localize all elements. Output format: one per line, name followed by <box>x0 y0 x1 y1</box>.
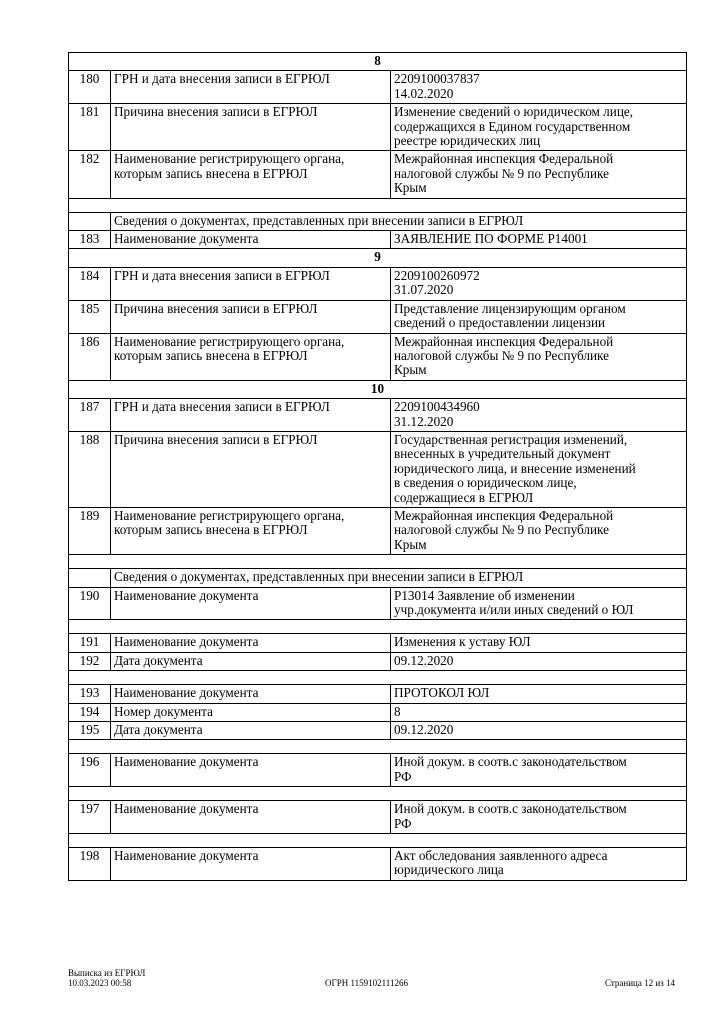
field-name <box>111 267 391 300</box>
field-value <box>391 703 687 721</box>
field-value <box>391 267 687 300</box>
field-value-line: 31.12.2020 <box>394 413 454 429</box>
field-name-line: Дата документа <box>114 722 203 738</box>
field-name-line: ГРН и дата внесения записи в ЕГРЮЛ <box>114 399 330 415</box>
field-value-line: Межрайонная инспекция Федеральной <box>394 151 614 167</box>
field-value <box>391 587 687 620</box>
field-name <box>111 652 391 670</box>
field-value-line: 09.12.2020 <box>394 652 454 668</box>
documents-header-row <box>69 212 687 230</box>
field-value-line: 31.07.2020 <box>394 282 454 298</box>
field-name <box>111 151 391 198</box>
field-value-line: 2209100260972 <box>394 267 480 283</box>
spacer-row <box>69 620 687 634</box>
field-value-line: ПРОТОКОЛ ЮЛ <box>394 685 490 701</box>
table-row <box>69 507 687 554</box>
field-name <box>111 848 391 881</box>
table-row <box>69 231 687 249</box>
row-number: 195 <box>69 722 111 740</box>
table-row <box>69 431 687 507</box>
table-row <box>69 399 687 432</box>
field-value-line: Межрайонная инспекция Федеральной <box>394 507 614 523</box>
field-name-line: Наименование регистрирующего органа, <box>114 507 345 523</box>
field-name <box>111 634 391 652</box>
field-name <box>111 722 391 740</box>
field-value-line: Государственная регистрация изменений, <box>394 431 628 447</box>
field-value-line: Р13014 Заявление об изменении <box>394 587 575 603</box>
field-name <box>111 685 391 703</box>
row-number: 190 <box>69 587 111 620</box>
field-value-line: юридического лица, и внесение изменений <box>394 460 636 476</box>
field-value-line: в сведения о юридическом лице, <box>394 475 577 491</box>
field-value <box>391 848 687 881</box>
field-name-line: которым запись внесена в ЕГРЮЛ <box>114 165 308 181</box>
row-number: 197 <box>69 801 111 834</box>
section-header-row <box>69 249 687 267</box>
field-value-line: Представление лицензирующим органом <box>394 300 626 316</box>
field-name-line: ГРН и дата внесения записи в ЕГРЮЛ <box>114 267 330 283</box>
row-number: 186 <box>69 333 111 380</box>
field-value <box>391 801 687 834</box>
section-number: 10 <box>69 380 687 398</box>
spacer-row <box>69 671 687 685</box>
field-value <box>391 634 687 652</box>
table-row <box>69 848 687 881</box>
row-number: 196 <box>69 754 111 787</box>
field-value-line: 2209100037837 <box>394 71 480 87</box>
field-value-line: Изменения к уставу ЮЛ <box>394 634 531 650</box>
field-value-line: налоговой службы № 9 по Республике <box>394 165 609 181</box>
table-row <box>69 587 687 620</box>
table-row <box>69 300 687 333</box>
row-number: 181 <box>69 104 111 151</box>
row-number: 193 <box>69 685 111 703</box>
table-row <box>69 151 687 198</box>
field-name <box>111 431 391 507</box>
field-name-line: Наименование документа <box>114 754 259 770</box>
field-name <box>111 333 391 380</box>
field-name-line: которым запись внесена в ЕГРЮЛ <box>114 347 308 363</box>
field-name-line: которым запись внесена в ЕГРЮЛ <box>114 522 308 538</box>
footer-page-number: Страница 12 из 14 <box>605 978 675 988</box>
table-row <box>69 104 687 151</box>
field-name-line: ГРН и дата внесения записи в ЕГРЮЛ <box>114 71 330 87</box>
field-value <box>391 151 687 198</box>
row-number: 189 <box>69 507 111 554</box>
field-value-line: Иной докум. в соотв.с законодательством <box>394 754 627 770</box>
field-value <box>391 104 687 151</box>
row-number: 187 <box>69 399 111 432</box>
field-name <box>111 71 391 104</box>
field-value-line: внесенных в учредительный документ <box>394 446 611 462</box>
table-row <box>69 801 687 834</box>
field-value <box>391 399 687 432</box>
field-value-line: налоговой службы № 9 по Республике <box>394 522 609 538</box>
field-name-line: Наименование документа <box>114 848 259 864</box>
row-number: 183 <box>69 231 111 249</box>
documents-header: Сведения о документах, представленных при внесении записи в ЕГРЮЛ <box>111 212 687 230</box>
footer-document-info <box>68 968 145 988</box>
field-name <box>111 801 391 834</box>
field-value <box>391 722 687 740</box>
field-name <box>111 104 391 151</box>
field-name-line: Наименование регистрирующего органа, <box>114 151 345 167</box>
table-row <box>69 754 687 787</box>
field-name-line: Наименование документа <box>114 587 259 603</box>
table-row <box>69 333 687 380</box>
field-name-line: Причина внесения записи в ЕГРЮЛ <box>114 300 318 316</box>
row-number: 188 <box>69 431 111 507</box>
field-value <box>391 333 687 380</box>
section-header-row <box>69 380 687 398</box>
row-number: 194 <box>69 703 111 721</box>
field-value <box>391 507 687 554</box>
field-name-line: Дата документа <box>114 652 203 668</box>
table-row <box>69 685 687 703</box>
row-number: 192 <box>69 652 111 670</box>
row-number: 191 <box>69 634 111 652</box>
field-name-line: Наименование документа <box>114 801 259 817</box>
field-value-line: РФ <box>394 815 412 831</box>
field-name-line: Наименование регистрирующего органа, <box>114 333 345 349</box>
table-row <box>69 722 687 740</box>
footer-datetime: 10.03.2023 00:58 <box>68 978 132 988</box>
spacer-row <box>69 787 687 801</box>
field-name-line: Причина внесения записи в ЕГРЮЛ <box>114 104 318 120</box>
row-number: 184 <box>69 267 111 300</box>
table-row <box>69 71 687 104</box>
field-value-line: Акт обследования заявленного адреса <box>394 848 608 864</box>
documents-header: Сведения о документах, представленных при внесении записи в ЕГРЮЛ <box>111 569 687 587</box>
section-number: 8 <box>69 53 687 71</box>
field-value-line: 14.02.2020 <box>394 85 454 101</box>
table-row <box>69 634 687 652</box>
field-value-line: РФ <box>394 768 412 784</box>
field-name-line: Наименование документа <box>114 634 259 650</box>
field-value <box>391 685 687 703</box>
field-value <box>391 754 687 787</box>
field-value-line: 2209100434960 <box>394 399 480 415</box>
field-value <box>391 231 687 249</box>
field-value <box>391 652 687 670</box>
field-value-line: сведений о предоставлении лицензии <box>394 315 606 331</box>
field-name-line: Номер документа <box>114 703 213 719</box>
table-row <box>69 652 687 670</box>
footer-title: Выписка из ЕГРЮЛ <box>68 968 146 978</box>
section-number: 9 <box>69 249 687 267</box>
row-number: 185 <box>69 300 111 333</box>
row-number: 180 <box>69 71 111 104</box>
field-name-line: Наименование документа <box>114 685 259 701</box>
spacer-row <box>69 834 687 848</box>
field-name <box>111 703 391 721</box>
spacer-row <box>69 555 687 569</box>
egrul-extract-table <box>68 52 687 881</box>
field-name <box>111 399 391 432</box>
table-row <box>69 267 687 300</box>
spacer-row <box>69 740 687 754</box>
field-value-line: Межрайонная инспекция Федеральной <box>394 333 614 349</box>
field-value-line: налоговой службы № 9 по Республике <box>394 347 609 363</box>
field-value-line: реестре юридических лиц <box>394 133 541 149</box>
field-value <box>391 71 687 104</box>
field-value-line: учр.документа и/или иных сведений о ЮЛ <box>394 602 634 617</box>
field-name <box>111 231 391 249</box>
field-value-line: ЗАЯВЛЕНИЕ ПО ФОРМЕ Р14001 <box>394 231 588 247</box>
field-value-line: юридического лица <box>394 862 504 878</box>
footer-ogrn: ОГРН 1159102111266 <box>325 978 408 988</box>
field-name <box>111 587 391 620</box>
row-number: 198 <box>69 848 111 881</box>
field-name-line: Наименование документа <box>114 231 259 247</box>
field-name-line: Причина внесения записи в ЕГРЮЛ <box>114 431 318 447</box>
field-value-line: содержащихся в Едином государственном <box>394 118 631 134</box>
documents-header-row <box>69 569 687 587</box>
field-value-line: содержащиеся в ЕГРЮЛ <box>394 489 534 505</box>
field-value-line: 8 <box>394 703 401 719</box>
field-name <box>111 754 391 787</box>
field-value-line: Крым <box>394 536 427 552</box>
field-value-line: Крым <box>394 180 427 196</box>
field-value <box>391 431 687 507</box>
field-value-line: 09.12.2020 <box>394 722 454 738</box>
field-name <box>111 300 391 333</box>
row-number: 182 <box>69 151 111 198</box>
field-name <box>111 507 391 554</box>
table-row <box>69 703 687 721</box>
field-value-line: Изменение сведений о юридическом лице, <box>394 104 634 120</box>
section-header-row <box>69 53 687 71</box>
spacer-row <box>69 198 687 212</box>
field-value <box>391 300 687 333</box>
field-value-line: Иной докум. в соотв.с законодательством <box>394 801 627 817</box>
field-value-line: Крым <box>394 362 427 378</box>
